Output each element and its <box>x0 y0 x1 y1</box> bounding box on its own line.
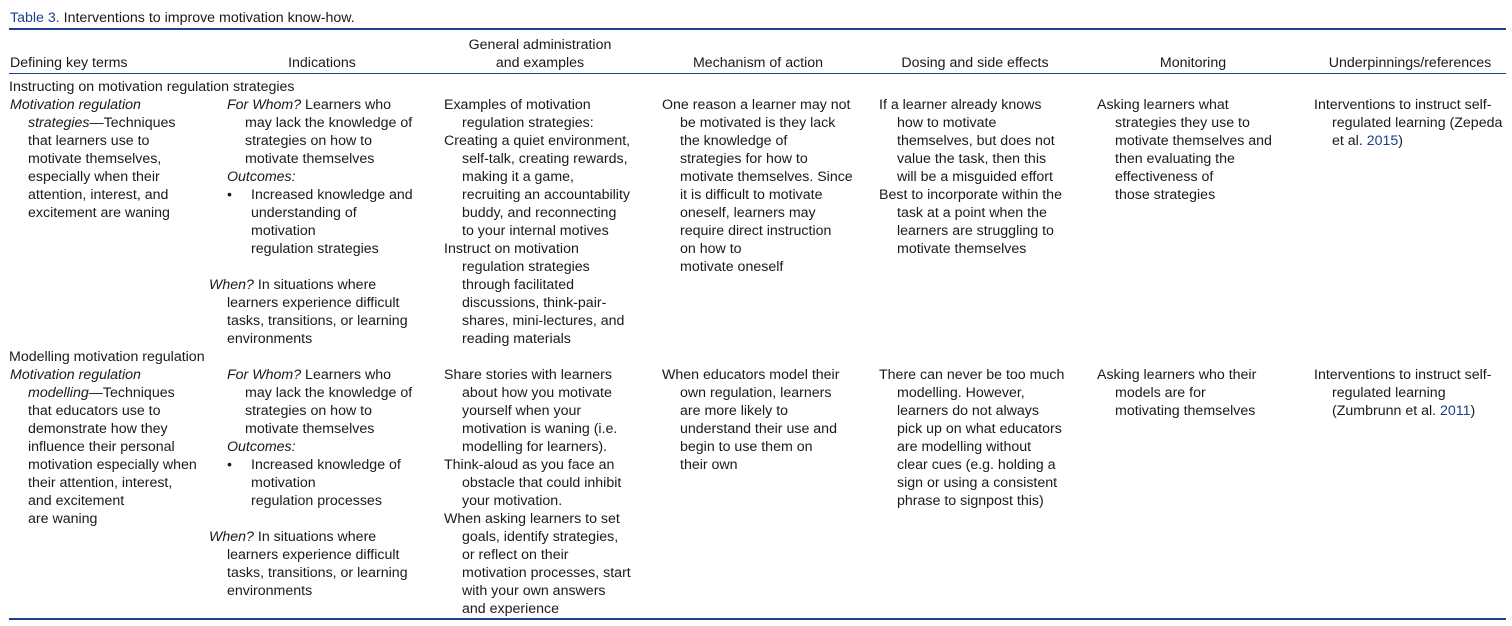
administration-cell: Share stories with learners about how you motivate yourself when your motivation is waning (i.e. modelling for learners). Think-aloud as you face an obstacle that could inhibit your motivation. When asking learners to set goals, identify strategies, or reflect on their motivation processes, start with your own answers and experience <box>444 367 631 617</box>
table-label: Table 3. <box>10 10 60 26</box>
header-general-administration: General administration and examples <box>468 37 612 71</box>
bullet-icon: • <box>227 457 232 473</box>
references-cell: Interventions to instruct self- regulated learning (Zepeda et al. 2015) <box>1314 97 1503 149</box>
monitoring-cell: Asking learners what strategies they use to motivate themselves and then evaluating the effectiveness of those strategies <box>1097 97 1272 203</box>
indications-cell: For Whom? Learners who may lack the knowledge of strategies on how to motivate themselves Outcomes: • Increased knowledge of motivation regulation processes When? In situations where learners experience difficult tasks, transitions, or learning environments <box>209 367 413 599</box>
header-monitoring: Monitoring <box>1159 55 1227 71</box>
citation-link[interactable]: 2015 <box>1366 133 1399 149</box>
citation-link[interactable]: 2011 <box>1440 403 1471 419</box>
mechanism-cell: One reason a learner may not be motivated is they lack the knowledge of strategies for how to motivate themselves. Since it is difficult to motivate oneself, learners may require direct instruction on how to motivate oneself <box>662 97 853 275</box>
table-title: Interventions to improve motivation know-how. <box>63 10 355 26</box>
header-references: Underpinnings/references <box>1328 55 1492 71</box>
header-rule <box>9 73 1506 74</box>
mechanism-cell: When educators model their own regulation, learners are more likely to understand their use and begin to use them on their own <box>662 367 840 473</box>
header-mechanism: Mechanism of action <box>692 55 824 71</box>
section-title: Instructing on motivation regulation strategies <box>9 79 295 95</box>
header-dosing: Dosing and side effects <box>901 55 1049 71</box>
top-rule <box>9 28 1506 30</box>
administration-cell: Examples of motivation regulation strategies: Creating a quiet environment, self-talk, creating rewards, making it a game, recruiting an accountability buddy, and reconnecting to your internal motives Instruct on motivation regulation strategies through facilitated discussions, think-pair- shares, mini-lectures, and reading materials <box>444 97 631 347</box>
table-caption <box>10 9 355 27</box>
dosing-cell: There can never be too much modelling. However, learners do not always pick up on what educators are modelling without clear cues (e.g. holding a sign or using a consistent phrase to signpost this) <box>879 367 1065 509</box>
section-title: Modelling motivation regulation <box>9 349 205 365</box>
header-indications: Indications <box>288 55 356 71</box>
bottom-rule <box>9 618 1506 620</box>
header-defining-key-terms: Defining key terms <box>10 55 128 71</box>
dosing-cell: If a learner already knows how to motivate themselves, but does not value the task, then this will be a misguided effort Best to incorporate within the task at a point when the learners are struggling to motivate themselves <box>879 97 1062 257</box>
monitoring-cell: Asking learners who their models are for motivating themselves <box>1097 367 1257 419</box>
defining-term-cell: Motivation regulation strategies—Techniques that learners use to motivate themselves, especially when their attention, interest, and excitement are waning <box>10 97 176 221</box>
indications-cell: For Whom? Learners who may lack the knowledge of strategies on how to motivate themselves Outcomes: • Increased knowledge and understanding of motivation regulation strategies When? In situations where learners experience difficult tasks, transitions, or learning environments <box>209 97 413 347</box>
bullet-icon: • <box>227 187 232 203</box>
defining-term-cell: Motivation regulation modelling—Techniques that educators use to demonstrate how they influence their personal motivation especially when their attention, interest, and excitement are waning <box>10 367 197 527</box>
references-cell: Interventions to instruct self- regulated learning (Zumbrunn et al. 2011) <box>1314 367 1492 419</box>
